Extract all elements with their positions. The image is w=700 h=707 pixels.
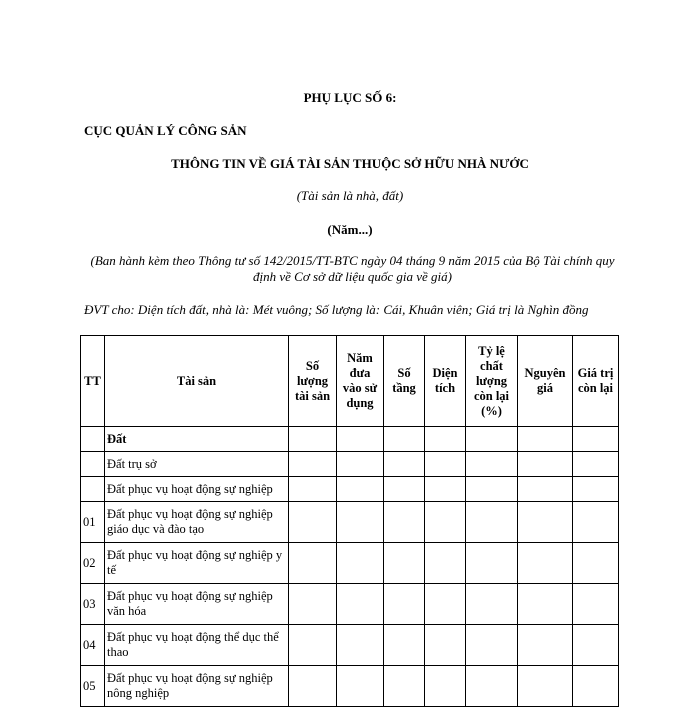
row-tt: 05 [81,666,105,707]
cell-remaining-value [573,625,619,666]
cell-remaining-value [573,502,619,543]
row-tt [81,452,105,477]
cell-quantity [289,625,337,666]
cell-original-price [518,666,573,707]
cell-floors [384,502,425,543]
table-row [81,452,619,477]
cell-area [425,543,466,584]
row-tt: 02 [81,543,105,584]
cell-year [337,584,384,625]
cell-year [337,666,384,707]
row-asset: Đất phục vụ hoạt động sự nghiệp văn hóa [105,584,289,625]
cell-quantity [289,477,337,502]
cell-quality [466,543,518,584]
header-asset: Tài sản [105,336,289,427]
header-remaining-quality: Tỷ lệ chất lượng còn lại (%) [466,336,518,427]
row-tt [81,477,105,502]
header-original-price: Nguyên giá [518,336,573,427]
cell-year [337,427,384,452]
cell-floors [384,452,425,477]
cell-floors [384,666,425,707]
row-tt: 03 [81,584,105,625]
header-year-in-use: Năm đưa vào sử dụng [337,336,384,427]
row-asset: Đất trụ sở [105,452,289,477]
row-asset: Đất phục vụ hoạt động thể dục thể thao [105,625,289,666]
row-tt: 04 [81,625,105,666]
document-subtitle: (Tài sản là nhà, đất) [296,188,404,203]
cell-remaining-value [573,584,619,625]
agency-name: CỤC QUẢN LÝ CÔNG SẢN [84,123,247,138]
cell-floors [384,543,425,584]
cell-quantity [289,543,337,584]
table-row [81,584,619,625]
cell-original-price [518,584,573,625]
cell-quantity [289,502,337,543]
table-header-row [81,336,619,427]
cell-remaining-value [573,477,619,502]
row-asset: Đất phục vụ hoạt động sự nghiệp nông nghiệp [105,666,289,707]
cell-quantity [289,666,337,707]
table-row [81,625,619,666]
cell-quality [466,502,518,543]
cell-original-price [518,625,573,666]
cell-remaining-value [573,543,619,584]
table-row [81,502,619,543]
cell-quality [466,625,518,666]
issued-by-note: (Ban hành kèm theo Thông tư số 142/2015/TT-BTC ngày 04 tháng 9 năm 2015 của Bộ Tài chính quy định về Cơ sở dữ liệu quốc gia về giá) [90,253,615,284]
cell-quality [466,477,518,502]
cell-floors [384,427,425,452]
row-tt [81,427,105,452]
cell-year [337,625,384,666]
year-label: (Năm...) [327,222,373,237]
table-row [81,427,619,452]
cell-floors [384,625,425,666]
cell-quality [466,666,518,707]
cell-original-price [518,452,573,477]
document-title: THÔNG TIN VỀ GIÁ TÀI SẢN THUỘC SỞ HỮU NHÀ NƯỚC [171,156,529,171]
cell-area [425,427,466,452]
cell-quantity [289,452,337,477]
header-remaining-value: Giá trị còn lại [573,336,619,427]
cell-original-price [518,502,573,543]
header-floors: Số tầng [384,336,425,427]
cell-year [337,477,384,502]
cell-area [425,666,466,707]
cell-floors [384,584,425,625]
table-row [81,543,619,584]
cell-area [425,452,466,477]
cell-year [337,502,384,543]
row-asset: Đất phục vụ hoạt động sự nghiệp giáo dục và đào tạo [105,502,289,543]
cell-quality [466,452,518,477]
cell-quantity [289,584,337,625]
appendix-title: PHỤ LỤC SỐ 6: [303,90,397,105]
asset-price-table [80,335,619,707]
header-quantity: Số lượng tài sản [289,336,337,427]
cell-original-price [518,543,573,584]
cell-quantity [289,427,337,452]
cell-quality [466,427,518,452]
cell-original-price [518,427,573,452]
cell-remaining-value [573,427,619,452]
cell-area [425,502,466,543]
row-tt: 01 [81,502,105,543]
cell-area [425,584,466,625]
cell-year [337,543,384,584]
row-asset: Đất [105,427,289,452]
cell-floors [384,477,425,502]
cell-quality [466,584,518,625]
cell-remaining-value [573,666,619,707]
header-tt: TT [81,336,105,427]
cell-year [337,452,384,477]
cell-area [425,477,466,502]
unit-note: ĐVT cho: Diện tích đất, nhà là: Mét vuông; Số lượng là: Cái, Khuân viên; Giá trị là Nghìn đồng [84,302,589,317]
row-asset: Đất phục vụ hoạt động sự nghiệp [105,477,289,502]
cell-remaining-value [573,452,619,477]
cell-area [425,625,466,666]
table-row [81,477,619,502]
row-asset: Đất phục vụ hoạt động sự nghiệp y tế [105,543,289,584]
cell-original-price [518,477,573,502]
table-row [81,666,619,707]
header-area: Diện tích [425,336,466,427]
